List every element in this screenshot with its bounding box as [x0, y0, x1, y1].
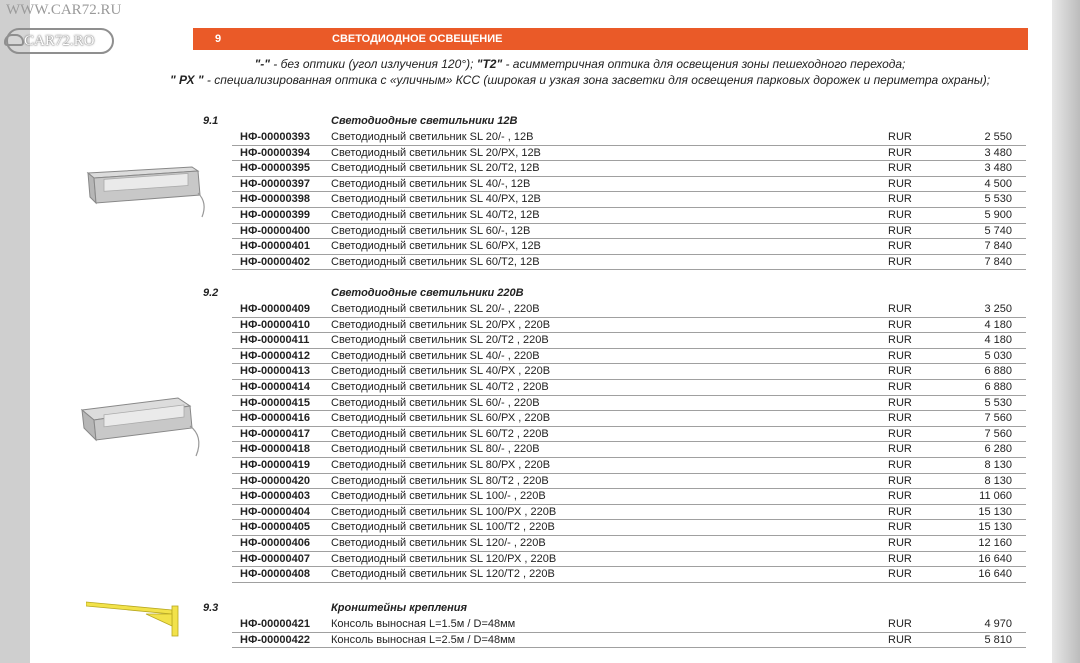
- section-title: Светодиодные светильники 12В: [331, 115, 518, 127]
- cell-price: 3 480: [984, 146, 1012, 159]
- cell-code: НФ-00000415: [240, 396, 310, 409]
- car-icon: [4, 34, 24, 46]
- cell-cur: RUR: [888, 633, 912, 646]
- cell-name: Светодиодный светильник SL 40/Т2 , 220В: [331, 381, 549, 393]
- legend-line-2: [160, 73, 1000, 87]
- cell-name: Консоль выносная L=2.5м / D=48мм: [331, 633, 516, 646]
- section-number: 9.3: [203, 602, 219, 614]
- cell-name: Светодиодный светильник SL 20/Т2 , 220В: [331, 334, 549, 347]
- cell-cur: RUR: [888, 427, 912, 440]
- cell-code: НФ-00000413: [240, 365, 310, 378]
- cell-cur: RUR: [888, 396, 912, 409]
- cell-price: 4 180: [984, 334, 1012, 347]
- table-row: [232, 333, 1026, 349]
- cell-cur: RUR: [888, 162, 912, 175]
- cell-price: 7 840: [984, 255, 1012, 268]
- cell-code: НФ-00000399: [240, 209, 310, 221]
- cell-code: НФ-00000395: [240, 162, 310, 175]
- cell-price: 8 130: [984, 474, 1012, 487]
- cell-price: 5 900: [984, 209, 1012, 221]
- table-row: [232, 552, 1026, 568]
- cell-name: Светодиодный светильник SL 40/- , 220В: [331, 349, 540, 362]
- led-luminaire-image: [80, 163, 215, 221]
- cell-price: 4 970: [984, 618, 1012, 630]
- cell-cur: RUR: [888, 131, 912, 143]
- table-row: [232, 318, 1026, 334]
- cell-cur: RUR: [888, 177, 912, 190]
- table-row: [232, 474, 1026, 490]
- watermark-logo: [6, 28, 114, 54]
- cell-name: Светодиодный светильник SL 80/РХ , 220В: [331, 459, 551, 471]
- table-row: [232, 349, 1026, 365]
- table-row: [232, 255, 1026, 271]
- table-row: [232, 208, 1026, 224]
- cell-name: Светодиодный светильник SL 100/РХ , 220В: [331, 505, 557, 518]
- cell-price: 7 840: [984, 240, 1012, 253]
- cell-name: Светодиодный светильник SL 100/- , 220В: [331, 490, 546, 503]
- cell-cur: RUR: [888, 334, 912, 347]
- cell-name: Светодиодный светильник SL 100/Т2 , 220В: [331, 521, 555, 534]
- cell-price: 5 740: [984, 224, 1012, 237]
- table-row: [232, 458, 1026, 474]
- cell-name: Светодиодный светильник SL 60/РХ, 12В: [331, 240, 541, 253]
- page-edge: [1052, 0, 1080, 663]
- legend-line-1: [160, 57, 1000, 71]
- cell-code: НФ-00000402: [240, 255, 310, 268]
- table-row: [232, 633, 1026, 649]
- table-row: [232, 567, 1026, 583]
- cell-price: 5 030: [984, 349, 1012, 362]
- cell-name: Светодиодный светильник SL 120/РХ , 220В: [331, 552, 557, 565]
- table-row: [232, 146, 1026, 162]
- section-number: 9.1: [203, 115, 219, 127]
- cell-price: 3 480: [984, 162, 1012, 175]
- table-row: [232, 505, 1026, 521]
- cell-name: Светодиодный светильник SL 40/-, 12В: [331, 177, 531, 190]
- cell-name: Светодиодный светильник SL 20/Т2, 12В: [331, 162, 540, 175]
- cell-price: 5 530: [984, 396, 1012, 409]
- cell-price: 4 180: [984, 318, 1012, 331]
- table-row: [232, 380, 1026, 396]
- table-row: [232, 396, 1026, 412]
- legend-text: - специализированная оптика с «уличным» КСС (широкая и узкая зона засветки для освещения парковых дорожек и периметра охраны);: [203, 73, 991, 87]
- section-title: Кронштейны крепления: [331, 602, 467, 614]
- cell-name: Светодиодный светильник SL 20/РХ, 12В: [331, 146, 541, 159]
- cell-name: Светодиодный светильник SL 60/Т2 , 220В: [331, 427, 549, 440]
- table-row: [232, 617, 1026, 633]
- table-row: [232, 411, 1026, 427]
- cell-price: 6 880: [984, 365, 1012, 378]
- cell-price: 2 550: [984, 131, 1012, 143]
- cell-cur: RUR: [888, 146, 912, 159]
- legend-key: "Т2": [476, 57, 503, 71]
- cell-name: Светодиодный светильник SL 60/Т2, 12В: [331, 255, 540, 268]
- cell-cur: RUR: [888, 474, 912, 487]
- led-luminaire-image: [78, 392, 218, 460]
- legend-key: " РХ ": [169, 73, 204, 87]
- table-row: [232, 489, 1026, 505]
- cell-price: 4 500: [984, 177, 1012, 190]
- cell-code: НФ-00000409: [240, 303, 310, 315]
- cell-price: 11 060: [979, 490, 1012, 503]
- table-row: [232, 224, 1026, 240]
- cell-price: 6 880: [984, 381, 1012, 393]
- cell-cur: RUR: [888, 618, 912, 630]
- cell-code: НФ-00000417: [240, 427, 310, 440]
- cell-price: 5 530: [984, 193, 1012, 206]
- cell-code: НФ-00000406: [240, 537, 310, 549]
- cell-cur: RUR: [888, 490, 912, 503]
- cell-name: Светодиодный светильник SL 120/- , 220В: [331, 537, 546, 549]
- table-row: [232, 536, 1026, 552]
- cell-name: Светодиодный светильник SL 80/- , 220В: [331, 443, 540, 456]
- table-row: [232, 520, 1026, 536]
- cell-cur: RUR: [888, 240, 912, 253]
- cell-price: 15 130: [978, 505, 1012, 518]
- cell-name: Светодиодный светильник SL 60/РХ , 220В: [331, 412, 551, 425]
- cell-cur: RUR: [888, 224, 912, 237]
- cell-price: 3 250: [984, 303, 1012, 315]
- cell-code: НФ-00000420: [240, 474, 310, 487]
- cell-code: НФ-00000400: [240, 224, 310, 237]
- cell-price: 16 640: [978, 552, 1012, 565]
- cell-name: Светодиодный светильник SL 20/- , 12В: [331, 131, 534, 143]
- cell-price: 15 130: [978, 521, 1012, 534]
- section-header-bar: [193, 28, 1028, 50]
- cell-code: НФ-00000414: [240, 381, 310, 393]
- section-title: СВЕТОДИОДНОЕ ОСВЕЩЕНИЕ: [332, 33, 503, 45]
- cell-code: НФ-00000411: [240, 334, 310, 347]
- cell-name: Светодиодный светильник SL 40/РХ , 220В: [331, 365, 551, 378]
- cell-name: Светодиодный светильник SL 80/Т2 , 220В: [331, 474, 549, 487]
- cell-name: Светодиодный светильник SL 20/- , 220В: [331, 303, 540, 315]
- cell-cur: RUR: [888, 505, 912, 518]
- cell-name: Светодиодный светильник SL 60/- , 220В: [331, 396, 540, 409]
- section-title: Светодиодные светильники 220В: [331, 287, 524, 299]
- cell-cur: RUR: [888, 568, 912, 581]
- cell-code: НФ-00000421: [240, 618, 310, 630]
- cell-cur: RUR: [888, 349, 912, 362]
- cell-cur: RUR: [888, 381, 912, 393]
- cell-cur: RUR: [888, 412, 912, 425]
- cell-cur: RUR: [888, 209, 912, 221]
- section-number: 9.2: [203, 287, 219, 299]
- table-row: [232, 302, 1026, 318]
- table-row: [232, 442, 1026, 458]
- cell-code: НФ-00000418: [240, 443, 310, 456]
- cell-cur: RUR: [888, 303, 912, 315]
- cell-code: НФ-00000419: [240, 459, 310, 471]
- cell-price: 5 810: [984, 633, 1012, 646]
- cell-code: НФ-00000412: [240, 349, 310, 362]
- cell-cur: RUR: [888, 365, 912, 378]
- table-row: [232, 161, 1026, 177]
- watermark-url: WWW.CAR72.RU: [6, 2, 122, 18]
- cell-code: НФ-00000408: [240, 568, 310, 581]
- cell-cur: RUR: [888, 443, 912, 456]
- cell-price: 8 130: [984, 459, 1012, 471]
- cell-price: 7 560: [984, 412, 1012, 425]
- watermark-logo-text: CAR72.RO: [24, 33, 95, 49]
- bracket-image: [86, 598, 186, 638]
- cell-name: Светодиодный светильник SL 40/Т2, 12В: [331, 209, 540, 221]
- legend-text: - асимметричная оптика для освещения зоны пешеходного перехода;: [502, 57, 906, 71]
- cell-code: НФ-00000416: [240, 412, 310, 425]
- cell-cur: RUR: [888, 521, 912, 534]
- cell-cur: RUR: [888, 255, 912, 268]
- table-row: [232, 427, 1026, 443]
- cell-price: 7 560: [984, 427, 1012, 440]
- cell-cur: RUR: [888, 537, 912, 549]
- cell-price: 16 640: [978, 568, 1012, 581]
- cell-code: НФ-00000403: [240, 490, 310, 503]
- cell-name: Светодиодный светильник SL 40/РХ, 12В: [331, 193, 541, 206]
- cell-code: НФ-00000398: [240, 193, 310, 206]
- cell-name: Консоль выносная L=1.5м / D=48мм: [331, 618, 516, 630]
- cell-price: 12 160: [978, 537, 1012, 549]
- cell-code: НФ-00000394: [240, 146, 310, 159]
- table-row: [232, 364, 1026, 380]
- cell-code: НФ-00000410: [240, 318, 310, 331]
- legend-key: "-": [254, 57, 270, 71]
- table-row: [232, 239, 1026, 255]
- legend-text: - без оптики (угол излучения 120°);: [269, 57, 477, 71]
- cell-name: Светодиодный светильник SL 20/РХ , 220В: [331, 318, 551, 331]
- cell-code: НФ-00000393: [240, 131, 310, 143]
- cell-cur: RUR: [888, 459, 912, 471]
- cell-code: НФ-00000405: [240, 521, 310, 534]
- cell-cur: RUR: [888, 552, 912, 565]
- cell-code: НФ-00000397: [240, 177, 310, 190]
- table-row: [232, 130, 1026, 146]
- table-row: [232, 177, 1026, 193]
- cell-name: Светодиодный светильник SL 60/-, 12В: [331, 224, 531, 237]
- table-row: [232, 192, 1026, 208]
- cell-code: НФ-00000422: [240, 633, 310, 646]
- section-number: 9: [215, 33, 222, 45]
- cell-code: НФ-00000407: [240, 552, 310, 565]
- cell-name: Светодиодный светильник SL 120/Т2 , 220В: [331, 568, 555, 581]
- cell-code: НФ-00000401: [240, 240, 310, 253]
- cell-price: 6 280: [984, 443, 1012, 456]
- cell-cur: RUR: [888, 193, 912, 206]
- cell-code: НФ-00000404: [240, 505, 310, 518]
- cell-cur: RUR: [888, 318, 912, 331]
